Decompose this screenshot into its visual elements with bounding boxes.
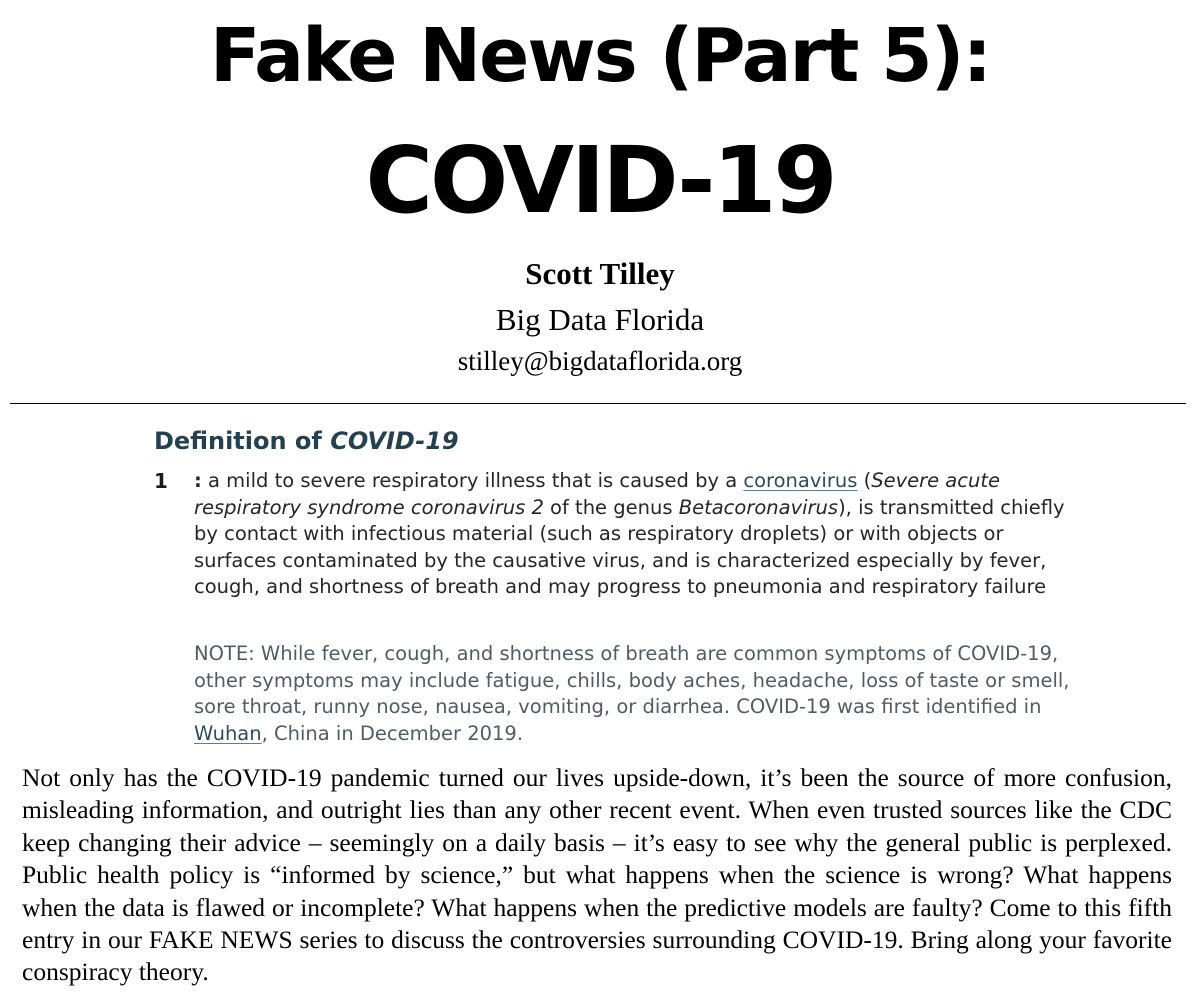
definition-text: [194, 468, 1074, 601]
horizontal-divider: [10, 403, 1186, 404]
wuhan-link[interactable]: Wuhan: [194, 721, 262, 745]
title-line-2: COVID-19: [365, 127, 835, 234]
definition-italic-term: Betacoronavirus: [678, 495, 839, 519]
abstract-paragraph: Not only has the COVID-19 pandemic turned our lives upside-down, it’s been the source of more confusion, misleading information, and outright lies than any other recent event. When even trusted sources like the CDC keep changing their advice – seemingly on a daily basis – it’s easy to see why the general public is perplexed. Public health policy is “informed by science,” but what happens when the science is wrong? What happens when the data is flawed or incomplete? What happens when the predictive models are faulty? Come to this fifth entry in our FAKE NEWS series to discuss the controversies surrounding COVID-19. Bring along your favorite conspiracy theory.: [22, 763, 1172, 987]
definition-text-part: a mild to severe respiratory illness that is caused by a: [201, 469, 744, 492]
definition-text-part: of the genus: [543, 495, 679, 519]
organization-name: Big Data Florida: [495, 302, 705, 337]
title-line-1: Fake News (Part 5):: [209, 13, 991, 99]
coronavirus-link[interactable]: coronavirus: [743, 469, 858, 492]
definition-text-part: ), is transmitted chiefly by contact with infectious material (such as respiratory droplets) or with objects or surfaces contaminated by the causative virus, and is characterized especially by fever, cough, and shortness of breath and may progress to pneumonia and respiratory failure: [194, 495, 1065, 598]
author-email: stilley@bigdataflorida.org: [457, 346, 743, 376]
definition-heading: [154, 424, 459, 458]
note-text-part: , China in December 2019.: [261, 721, 524, 745]
definition-sense-number: 1: [154, 469, 168, 493]
definition-text-part: (: [857, 469, 872, 492]
definition-heading-term: COVID-19: [330, 427, 459, 455]
author-name: Scott Tilley: [525, 256, 675, 291]
note-text-part: NOTE: While fever, cough, and shortness of breath are common symptoms of COVID-19, other symptoms may include fatigue, chills, body aches, headache, loss of taste or smell, sore throat, runny nose, nausea, vomiting, or diarrhea. COVID-19 was first identified in: [194, 642, 1070, 718]
definition-heading-prefix: Definition of: [154, 427, 331, 455]
definition-italic-term: Severe acute respiratory syndrome coronavirus 2: [194, 469, 1000, 519]
definition-colon: :: [194, 469, 202, 492]
definition-note: [194, 641, 1074, 747]
